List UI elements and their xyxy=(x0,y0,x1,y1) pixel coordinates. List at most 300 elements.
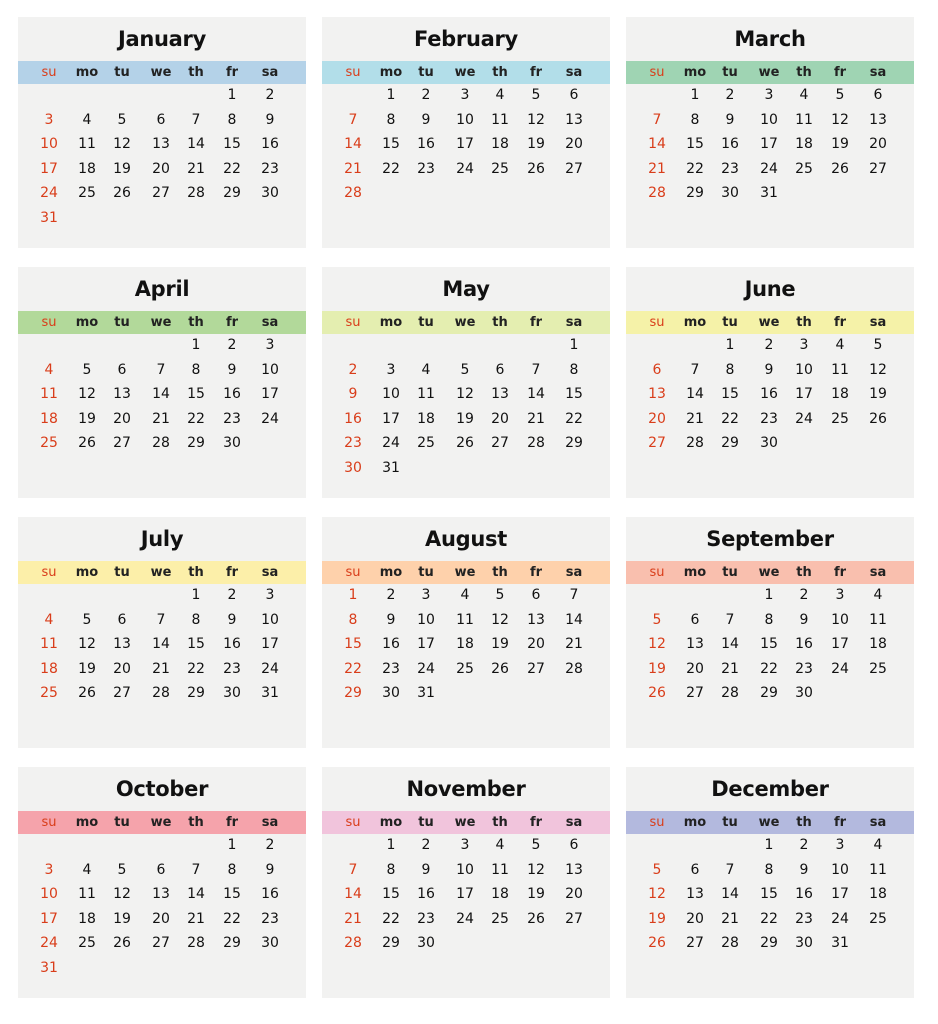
weekday-label: fr xyxy=(529,565,543,580)
day-cell: 12 xyxy=(527,862,545,878)
day-cell: 13 xyxy=(113,636,131,652)
day-cell: 27 xyxy=(686,935,704,951)
weekday-label: fr xyxy=(225,815,239,830)
day-cell: 27 xyxy=(648,435,666,451)
weekday-label: we xyxy=(454,815,476,830)
day-cell: 11 xyxy=(491,862,509,878)
weekday-label: we xyxy=(150,815,172,830)
day-cell: 20 xyxy=(527,636,545,652)
day-cell: 20 xyxy=(113,411,131,427)
weekday-label: mo xyxy=(683,565,707,580)
day-cell: 15 xyxy=(344,636,362,652)
day-cell: 16 xyxy=(223,636,241,652)
weekday-label: sa xyxy=(261,815,279,830)
day-cell: 5 xyxy=(495,587,505,603)
day-cell: 22 xyxy=(187,411,205,427)
day-cell: 30 xyxy=(417,935,435,951)
weekday-label: tu xyxy=(114,565,130,580)
day-cell: 25 xyxy=(40,435,58,451)
day-cell: 18 xyxy=(78,911,96,927)
weekday-header xyxy=(322,61,610,84)
day-cell: 16 xyxy=(795,636,813,652)
weekday-label: sa xyxy=(869,815,887,830)
day-cell: 29 xyxy=(565,435,583,451)
weekday-label: tu xyxy=(418,315,434,330)
day-cell: 4 xyxy=(873,837,883,853)
day-cell: 4 xyxy=(82,862,92,878)
day-cell: 4 xyxy=(495,837,505,853)
day-cell: 5 xyxy=(652,862,662,878)
day-cell: 9 xyxy=(421,112,431,128)
day-cell: 22 xyxy=(382,911,400,927)
day-cell: 15 xyxy=(223,886,241,902)
month-april xyxy=(18,267,306,498)
day-cell: 7 xyxy=(569,587,579,603)
weekday-label: mo xyxy=(75,815,99,830)
day-cell: 3 xyxy=(44,112,54,128)
weekday-label: su xyxy=(649,565,665,580)
day-cell: 22 xyxy=(565,411,583,427)
day-cell: 30 xyxy=(223,435,241,451)
day-cell: 14 xyxy=(344,886,362,902)
day-cell: 27 xyxy=(152,185,170,201)
weekday-label: sa xyxy=(565,65,583,80)
day-cell: 3 xyxy=(265,587,275,603)
day-cell: 25 xyxy=(869,911,887,927)
day-cell: 15 xyxy=(721,386,739,402)
day-cell: 30 xyxy=(795,685,813,701)
day-cell: 19 xyxy=(113,161,131,177)
day-cell: 30 xyxy=(223,685,241,701)
day-cell: 16 xyxy=(721,136,739,152)
day-cell: 17 xyxy=(261,636,279,652)
day-cell: 10 xyxy=(795,362,813,378)
day-cell: 17 xyxy=(382,411,400,427)
weekday-label: th xyxy=(188,565,204,580)
day-cell: 14 xyxy=(187,136,205,152)
day-cell: 28 xyxy=(565,661,583,677)
day-cell: 19 xyxy=(491,636,509,652)
day-cell: 5 xyxy=(117,112,127,128)
day-cell: 7 xyxy=(191,112,201,128)
day-cell: 15 xyxy=(382,136,400,152)
day-cell: 18 xyxy=(491,886,509,902)
day-cell: 13 xyxy=(113,386,131,402)
day-cell: 8 xyxy=(191,612,201,628)
weekday-label: sa xyxy=(565,315,583,330)
day-cell: 28 xyxy=(721,935,739,951)
day-cell: 19 xyxy=(527,886,545,902)
day-cell: 29 xyxy=(187,435,205,451)
day-cell: 9 xyxy=(764,362,774,378)
day-cell: 3 xyxy=(764,87,774,103)
weekday-label: fr xyxy=(529,65,543,80)
day-cell: 20 xyxy=(113,661,131,677)
day-cell: 13 xyxy=(565,112,583,128)
day-cell: 8 xyxy=(764,612,774,628)
day-cell: 12 xyxy=(78,636,96,652)
day-cell: 25 xyxy=(869,661,887,677)
day-cell: 18 xyxy=(795,136,813,152)
day-cell: 12 xyxy=(78,386,96,402)
day-cell: 4 xyxy=(421,362,431,378)
day-cell: 18 xyxy=(78,161,96,177)
day-cell: 3 xyxy=(460,87,470,103)
day-cell: 31 xyxy=(760,185,778,201)
day-cell: 22 xyxy=(187,661,205,677)
weekday-header xyxy=(18,61,306,84)
day-cell: 19 xyxy=(869,386,887,402)
day-cell: 30 xyxy=(795,935,813,951)
month-title: May xyxy=(442,277,490,301)
day-cell: 25 xyxy=(491,161,509,177)
day-cell: 19 xyxy=(831,136,849,152)
day-cell: 24 xyxy=(40,935,58,951)
day-cell: 17 xyxy=(456,136,474,152)
day-cell: 26 xyxy=(113,185,131,201)
weekday-label: su xyxy=(345,315,361,330)
day-cell: 13 xyxy=(869,112,887,128)
day-cell: 28 xyxy=(344,935,362,951)
day-cell: 2 xyxy=(421,87,431,103)
weekday-label: su xyxy=(41,565,57,580)
day-cell: 15 xyxy=(187,636,205,652)
day-cell: 10 xyxy=(456,862,474,878)
day-cell: 9 xyxy=(265,862,275,878)
day-cell: 16 xyxy=(417,136,435,152)
month-title: November xyxy=(406,777,526,801)
day-cell: 2 xyxy=(348,362,358,378)
day-cell: 7 xyxy=(725,612,735,628)
weekday-label: sa xyxy=(261,315,279,330)
day-cell: 29 xyxy=(760,685,778,701)
day-cell: 14 xyxy=(527,386,545,402)
day-cell: 6 xyxy=(873,87,883,103)
day-cell: 25 xyxy=(491,911,509,927)
day-cell: 27 xyxy=(869,161,887,177)
weekday-label: th xyxy=(188,815,204,830)
day-cell: 20 xyxy=(152,161,170,177)
weekday-label: fr xyxy=(833,815,847,830)
day-cell: 25 xyxy=(417,435,435,451)
day-cell: 6 xyxy=(117,612,127,628)
day-cell: 26 xyxy=(831,161,849,177)
day-cell: 1 xyxy=(725,337,735,353)
weekday-label: fr xyxy=(529,315,543,330)
day-cell: 31 xyxy=(261,685,279,701)
day-cell: 4 xyxy=(44,612,54,628)
day-cell: 1 xyxy=(227,837,237,853)
day-cell: 14 xyxy=(152,636,170,652)
day-cell: 19 xyxy=(648,661,666,677)
month-october xyxy=(18,767,306,998)
day-cell: 30 xyxy=(261,185,279,201)
weekday-label: th xyxy=(796,815,812,830)
weekday-label: sa xyxy=(869,565,887,580)
day-cell: 29 xyxy=(382,935,400,951)
weekday-label: mo xyxy=(683,815,707,830)
day-cell: 6 xyxy=(117,362,127,378)
day-cell: 20 xyxy=(869,136,887,152)
day-cell: 3 xyxy=(835,837,845,853)
day-cell: 14 xyxy=(565,612,583,628)
day-cell: 23 xyxy=(382,661,400,677)
day-cell: 10 xyxy=(382,386,400,402)
day-cell: 27 xyxy=(113,435,131,451)
weekday-label: th xyxy=(796,65,812,80)
weekday-label: we xyxy=(758,815,780,830)
weekday-label: we xyxy=(150,65,172,80)
weekday-label: th xyxy=(188,315,204,330)
day-cell: 26 xyxy=(527,161,545,177)
day-cell: 24 xyxy=(760,161,778,177)
day-cell: 10 xyxy=(40,136,58,152)
day-cell: 6 xyxy=(569,837,579,853)
day-cell: 16 xyxy=(344,411,362,427)
day-cell: 3 xyxy=(386,362,396,378)
day-cell: 4 xyxy=(799,87,809,103)
day-cell: 9 xyxy=(348,386,358,402)
day-cell: 2 xyxy=(799,587,809,603)
day-cell: 15 xyxy=(760,636,778,652)
weekday-label: tu xyxy=(418,65,434,80)
day-cell: 1 xyxy=(191,337,201,353)
month-september xyxy=(626,517,914,748)
day-cell: 10 xyxy=(40,886,58,902)
day-cell: 26 xyxy=(648,935,666,951)
day-cell: 26 xyxy=(113,935,131,951)
day-cell: 6 xyxy=(531,587,541,603)
day-cell: 7 xyxy=(348,862,358,878)
day-cell: 2 xyxy=(227,337,237,353)
day-cell: 8 xyxy=(348,612,358,628)
weekday-label: mo xyxy=(683,65,707,80)
day-cell: 7 xyxy=(156,612,166,628)
day-cell: 27 xyxy=(565,911,583,927)
day-cell: 12 xyxy=(113,136,131,152)
day-cell: 13 xyxy=(152,136,170,152)
weekday-label: su xyxy=(649,315,665,330)
day-cell: 23 xyxy=(261,161,279,177)
day-cell: 22 xyxy=(344,661,362,677)
day-cell: 28 xyxy=(152,435,170,451)
day-cell: 31 xyxy=(831,935,849,951)
day-cell: 28 xyxy=(721,685,739,701)
day-cell: 1 xyxy=(227,87,237,103)
day-cell: 21 xyxy=(648,161,666,177)
weekday-label: sa xyxy=(565,565,583,580)
month-january xyxy=(18,17,306,248)
day-cell: 20 xyxy=(491,411,509,427)
day-cell: 14 xyxy=(187,886,205,902)
day-cell: 27 xyxy=(491,435,509,451)
day-cell: 18 xyxy=(869,886,887,902)
day-cell: 7 xyxy=(156,362,166,378)
day-cell: 22 xyxy=(223,911,241,927)
day-cell: 21 xyxy=(187,911,205,927)
day-cell: 23 xyxy=(344,435,362,451)
weekday-label: mo xyxy=(75,565,99,580)
weekday-header xyxy=(626,61,914,84)
weekday-label: fr xyxy=(833,65,847,80)
day-cell: 13 xyxy=(491,386,509,402)
day-cell: 28 xyxy=(527,435,545,451)
day-cell: 1 xyxy=(191,587,201,603)
weekday-label: sa xyxy=(261,565,279,580)
day-cell: 18 xyxy=(40,661,58,677)
day-cell: 12 xyxy=(113,886,131,902)
day-cell: 15 xyxy=(686,136,704,152)
day-cell: 8 xyxy=(764,862,774,878)
day-cell: 31 xyxy=(40,210,58,226)
day-cell: 11 xyxy=(795,112,813,128)
weekday-label: th xyxy=(492,815,508,830)
day-cell: 14 xyxy=(721,636,739,652)
day-cell: 11 xyxy=(417,386,435,402)
day-cell: 28 xyxy=(187,935,205,951)
weekday-label: tu xyxy=(722,565,738,580)
day-cell: 9 xyxy=(227,362,237,378)
day-cell: 1 xyxy=(348,587,358,603)
day-cell: 9 xyxy=(799,862,809,878)
day-cell: 22 xyxy=(686,161,704,177)
day-cell: 11 xyxy=(869,612,887,628)
weekday-header xyxy=(322,561,610,584)
day-cell: 17 xyxy=(40,161,58,177)
day-cell: 11 xyxy=(40,636,58,652)
day-cell: 21 xyxy=(565,636,583,652)
weekday-label: we xyxy=(150,565,172,580)
day-cell: 18 xyxy=(40,411,58,427)
weekday-label: we xyxy=(454,315,476,330)
day-cell: 15 xyxy=(760,886,778,902)
day-cell: 10 xyxy=(456,112,474,128)
day-cell: 13 xyxy=(648,386,666,402)
month-december xyxy=(626,767,914,998)
day-cell: 29 xyxy=(187,685,205,701)
day-cell: 26 xyxy=(869,411,887,427)
day-cell: 20 xyxy=(565,886,583,902)
day-cell: 24 xyxy=(456,911,474,927)
weekday-label: tu xyxy=(114,315,130,330)
weekday-label: we xyxy=(150,315,172,330)
day-cell: 2 xyxy=(265,87,275,103)
day-cell: 10 xyxy=(831,612,849,628)
weekday-label: th xyxy=(796,315,812,330)
day-cell: 17 xyxy=(831,636,849,652)
day-cell: 4 xyxy=(495,87,505,103)
day-cell: 27 xyxy=(113,685,131,701)
day-cell: 2 xyxy=(421,837,431,853)
day-cell: 19 xyxy=(527,136,545,152)
day-cell: 9 xyxy=(386,612,396,628)
day-cell: 30 xyxy=(261,935,279,951)
day-cell: 30 xyxy=(382,685,400,701)
day-cell: 12 xyxy=(456,386,474,402)
month-title: February xyxy=(414,27,518,51)
day-cell: 20 xyxy=(686,661,704,677)
weekday-label: we xyxy=(758,65,780,80)
day-cell: 25 xyxy=(78,935,96,951)
day-cell: 21 xyxy=(152,661,170,677)
day-cell: 29 xyxy=(721,435,739,451)
day-cell: 19 xyxy=(648,911,666,927)
day-cell: 5 xyxy=(460,362,470,378)
day-cell: 1 xyxy=(386,87,396,103)
day-cell: 6 xyxy=(156,112,166,128)
day-cell: 3 xyxy=(799,337,809,353)
day-cell: 12 xyxy=(491,612,509,628)
day-cell: 31 xyxy=(40,960,58,976)
day-cell: 12 xyxy=(831,112,849,128)
day-cell: 16 xyxy=(223,386,241,402)
day-cell: 13 xyxy=(152,886,170,902)
month-title: June xyxy=(744,277,796,301)
day-cell: 23 xyxy=(417,911,435,927)
day-cell: 25 xyxy=(40,685,58,701)
day-cell: 8 xyxy=(227,112,237,128)
weekday-header xyxy=(18,311,306,334)
month-august xyxy=(322,517,610,748)
day-cell: 22 xyxy=(760,661,778,677)
day-cell: 12 xyxy=(648,636,666,652)
month-july xyxy=(18,517,306,748)
day-cell: 8 xyxy=(227,862,237,878)
weekday-label: fr xyxy=(225,315,239,330)
day-cell: 3 xyxy=(835,587,845,603)
weekday-label: tu xyxy=(722,815,738,830)
month-title: January xyxy=(117,27,206,51)
day-cell: 8 xyxy=(191,362,201,378)
day-cell: 7 xyxy=(191,862,201,878)
day-cell: 13 xyxy=(527,612,545,628)
weekday-label: sa xyxy=(869,315,887,330)
day-cell: 12 xyxy=(869,362,887,378)
day-cell: 10 xyxy=(261,612,279,628)
day-cell: 5 xyxy=(835,87,845,103)
day-cell: 21 xyxy=(152,411,170,427)
day-cell: 21 xyxy=(344,911,362,927)
day-cell: 29 xyxy=(223,935,241,951)
weekday-label: su xyxy=(649,65,665,80)
weekday-label: su xyxy=(41,65,57,80)
day-cell: 3 xyxy=(460,837,470,853)
weekday-label: fr xyxy=(225,65,239,80)
day-cell: 17 xyxy=(795,386,813,402)
day-cell: 10 xyxy=(261,362,279,378)
weekday-header xyxy=(322,811,610,834)
weekday-label: sa xyxy=(869,65,887,80)
weekday-label: tu xyxy=(722,315,738,330)
day-cell: 9 xyxy=(725,112,735,128)
day-cell: 26 xyxy=(648,685,666,701)
weekday-header xyxy=(626,311,914,334)
day-cell: 17 xyxy=(417,636,435,652)
day-cell: 6 xyxy=(495,362,505,378)
day-cell: 25 xyxy=(795,161,813,177)
day-cell: 29 xyxy=(760,935,778,951)
weekday-label: tu xyxy=(722,65,738,80)
day-cell: 7 xyxy=(652,112,662,128)
day-cell: 18 xyxy=(831,386,849,402)
day-cell: 1 xyxy=(764,587,774,603)
day-cell: 11 xyxy=(40,386,58,402)
day-cell: 23 xyxy=(795,911,813,927)
day-cell: 8 xyxy=(690,112,700,128)
day-cell: 16 xyxy=(417,886,435,902)
day-cell: 2 xyxy=(386,587,396,603)
day-cell: 19 xyxy=(78,411,96,427)
